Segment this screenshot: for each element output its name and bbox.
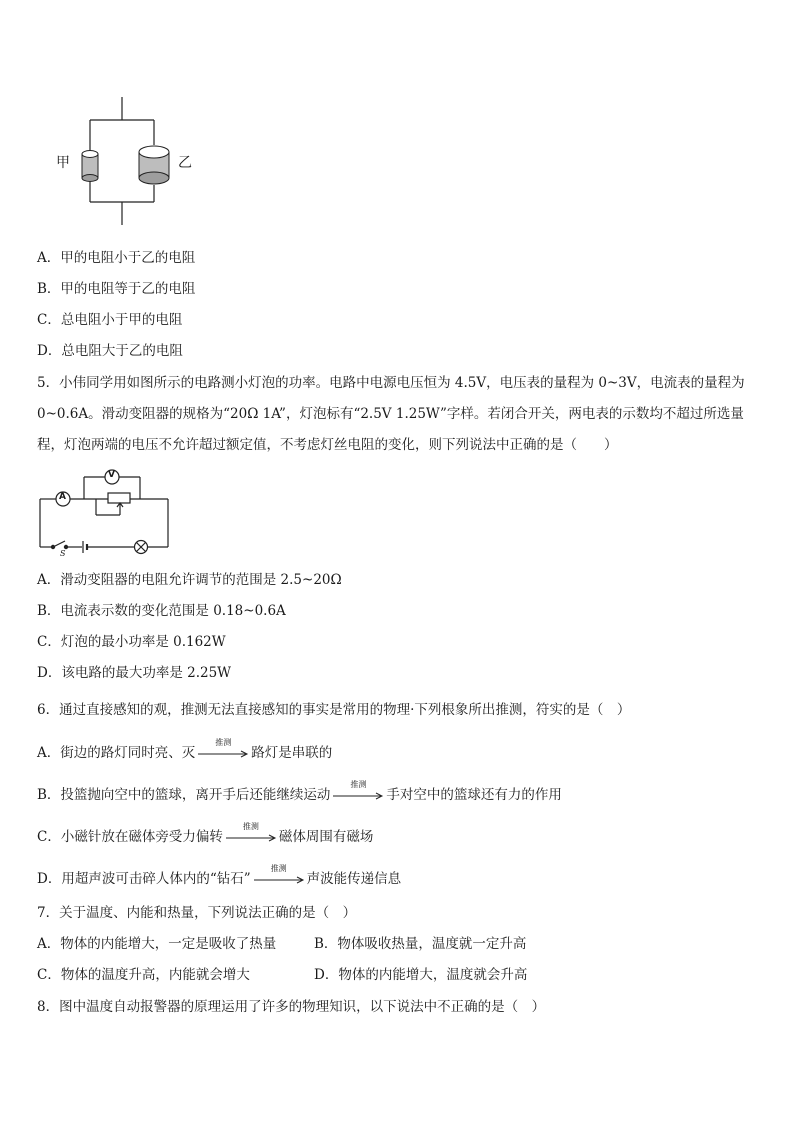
label-yi: 乙 — [178, 155, 192, 171]
q4-option-d: D．总电阻大于乙的电阻 — [37, 343, 183, 359]
q6-option-d-observation: D．用超声波可击碎人体内的“钻石” — [37, 871, 251, 887]
q7-option-a: A．物体的内能增大，一定是吸收了热量 — [37, 936, 277, 952]
q5-option-b: B．电流表示数的变化范围是 0.18~0.6A — [37, 603, 286, 619]
q7-option-c: C．物体的温度升高，内能就会增大 — [37, 967, 250, 983]
q5-option-c: C．灯泡的最小功率是 0.162W — [37, 634, 226, 650]
arrow-label: 推测 — [270, 864, 287, 873]
q4-option-b: B．甲的电阻等于乙的电阻 — [37, 281, 196, 297]
q6-option-c-inference: 磁体周围有磁场 — [278, 829, 374, 845]
label-jia: 甲 — [56, 155, 70, 171]
q5-stem-line3: 程，灯泡两端的电压不允许超过额定值，不考虑灯丝电阻的变化，则下列说法中正确的是（ ） — [37, 437, 618, 453]
q4-option-c: C．总电阻小于甲的电阻 — [37, 312, 183, 328]
q4-option-a: A．甲的电阻小于乙的电阻 — [37, 250, 196, 266]
q6-option-b-observation: B．投篮抛向空中的篮球，离开手后还能继续运动 — [37, 787, 331, 803]
q6-option-a — [37, 738, 333, 763]
arrow-label: 推测 — [350, 780, 367, 789]
switch-label: S — [60, 549, 66, 558]
voltmeter-label: V — [108, 470, 115, 480]
q6-option-a-inference: 路灯是串联的 — [251, 745, 333, 761]
q6-option-b — [37, 780, 562, 805]
q7-option-b: B．物体吸收热量，温度就一定升高 — [314, 936, 527, 952]
q5-stem-line2: 0~0.6A。滑动变阻器的规格为“20Ω 1A”，灯泡标有“2.5V 1.25W”字样。若闭合开关，两电表的示数均不超过所选量 — [37, 406, 744, 422]
inference-arrow-icon — [332, 780, 384, 802]
ammeter-label: A — [59, 492, 66, 502]
bulb-icon — [135, 541, 148, 554]
q7-option-d: D．物体的内能增大，温度就会升高 — [314, 967, 528, 983]
q5-option-a: A．滑动变阻器的电阻允许调节的范围是 2.5~20Ω — [37, 572, 342, 588]
q6-option-c — [37, 822, 374, 847]
battery-icon — [83, 541, 87, 553]
inference-arrow-icon — [253, 864, 305, 886]
resistor-yi — [139, 146, 169, 184]
parallel-resistor-figure — [50, 95, 200, 230]
q7-stem: 7．关于温度、内能和热量，下列说法正确的是（ ） — [37, 905, 357, 921]
resistor-jia — [82, 151, 98, 182]
q6-option-c-observation: C．小磁针放在磁体旁受力偏转 — [37, 829, 223, 845]
q5-circuit-figure — [36, 465, 176, 560]
q6-option-a-observation: A．街边的路灯同时亮、灭 — [37, 745, 196, 761]
q5-circuit-diagram — [36, 465, 176, 560]
q6-option-b-inference: 手对空中的篮球还有力的作用 — [386, 787, 562, 803]
q6-option-d — [37, 864, 402, 889]
q5-stem-line1: 5．小伟同学用如图所示的电路测小灯泡的功率。电路中电源电压恒为 4.5V，电压表的量程为 0~3V，电流表的量程为 — [37, 375, 745, 391]
arrow-label: 推测 — [215, 738, 232, 747]
q5-option-d: D．该电路的最大功率是 2.25W — [37, 665, 232, 681]
switch-icon — [51, 541, 67, 549]
arrow-label: 推测 — [242, 822, 259, 831]
inference-arrow-icon — [225, 822, 277, 844]
q6-option-d-inference: 声波能传递信息 — [306, 871, 402, 887]
q6-stem: 6．通过直接感知的观，推测无法直接感知的事实是常用的物理·下列根象所出推测，符实的是（ ） — [37, 702, 631, 718]
q8-stem: 8．图中温度自动报警器的原理运用了许多的物理知识，以下说法中不正确的是（ ） — [37, 999, 546, 1015]
inference-arrow-icon — [197, 738, 249, 760]
